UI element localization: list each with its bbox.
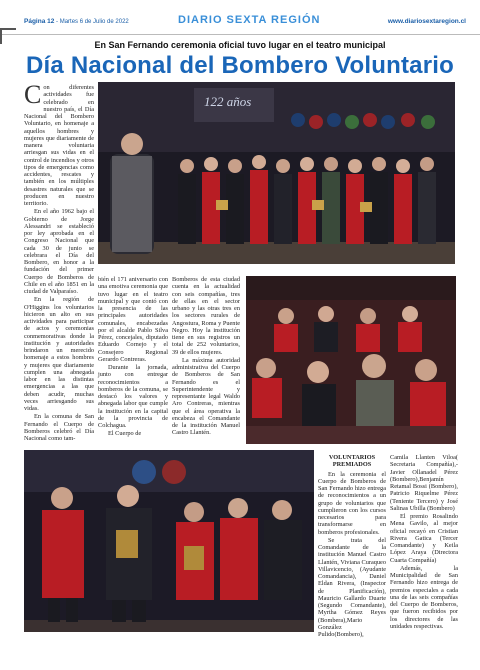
article-paragraph: La máxima autoridad administrativa del Cuerpo de Bomberos de San Fernando es el Superintendente y representante legal Waldo Aro Contreras, mientras que el área operativa la encabeza el Comandante de la institución Manuel Castro Llantén. [172,356,240,437]
newspaper-website[interactable]: www.diariosextaregion.cl [387,18,466,25]
drop-cap: C [24,80,42,109]
article-paragraph: En la región de O'Higgins los voluntarios hicieron un alto en sus actividades para participar de actos y ceremonias conmemorativas donde la institución y autoridades brindaron un merecido homenaje a estos hombres y mujeres que diariamente cumplen una abnegada labor en las distintas emergencias a las que deben acudir, muchas veces arriesgando sus vidas. [24,296,94,412]
photo-award-recipients [24,450,314,632]
article-paragraph: Se trata del Comandante de la institución Manuel Castro Llantén, Viviana Curaqueo Villavicencio, (Ayudante Comandancia), Daniel Eldan Rivera, (Inspector de Planificación), Mauricio Gallardo Duarte (Segundo Comandante), Myrtha Gómez Reyes (Bombera),Mario González Pulido(Bombero), [318,536,386,638]
article-paragraph: Con diferentes actividades fue celebrado en nuestro país, el Día Nacional del Bombero Voluntario, en homenaje a aquellos hombres y mujeres que diariamente de manera voluntaria arriesgan sus vidas en el control de incendios y otros tipos de emergencias como accidentes, rescates y también en los múltiples desastres naturales que se producen en nuestro territorio. [24,80,94,207]
article-column-4 [318,454,386,639]
article-paragraph: Además, la Municipalidad de San Fernando hizo entrega de premios especiales a cada una de las seis compañías del Cuerpo de Bomberos, que fueron recibidos por los directores de las unidades respectivas. [390,564,458,630]
page-header [0,0,480,35]
article-column-2 [98,276,168,439]
article-column-3 [172,276,240,438]
article-paragraph: Camila Llanten Viloa( Secretaria Compañía),- Javier Ollanadel Pérez (Bombero),Benjamín Retamal Bossi (Bombero), Patricio Riquelme Pérez (Teniente Tercero) y José Salinas Ubilla (Bombero) [390,454,458,512]
article-column-1 [24,80,94,443]
page-date-label [24,18,129,25]
article-column-5 [390,454,458,631]
article-kicker: En San Fernando ceremonia oficial tuvo lugar en el teatro municipal [94,40,386,50]
page-number: Página 12 [24,18,55,25]
section-subheading: VOLUNTARIOS PREMIADOS [328,454,376,469]
article-paragraph: El premio Rosalindo Mena Gavilo, al mejor oficial recayó en Cristian Rivera Gatica (Tercer Comandante) y Keila López Araya (Directora Cuarta Compañía) [390,513,458,564]
article-paragraph: En la comuna de San Fernando el Cuerpo de Bomberos celebró el Día Nacional como tam- [24,413,94,442]
article-paragraph: Durante la jornada, junto con entregar reconocimientos a bomberos de la comuna, se destacó los valores y abnegada labor que cumple la institución en la capital de la provincia de Colchagua. [98,364,168,429]
article-paragraph: Bomberos de esta ciudad cuenta en la actualidad con seis compañías, tres de ellas en el sector urbano y las otras tres en los sectores rurales de Angostura, Roma y Puente Negro. Hoy la institución tiene en sus registros un total de 252 voluntarios, 39 de ellos mujeres. [172,276,240,356]
banner-122-text: 122 años [204,94,252,109]
article-paragraph: En el año 1962 bajo el Gobierno de Jorge Alessandri se estableció por ley aprobada en el Congreso Nacional que cada 30 de junio se celebrara el Día del Bombero, en honor a la fundación del primer Cuerpo de Bomberos de Chile en el año 1851 en la ciudad de Valparaíso. [24,208,94,295]
article-paragraph: En la ceremonia el Cuerpo de Bomberos de San Fernando hizo entrega de reconocimientos a un grupo de voluntarios que cumplieron con los cursos necesarios para transformarse en bomberos profesionales. [318,470,386,536]
newspaper-name: DIARIO SEXTA REGIÓN [178,14,321,26]
photo-seated-audience [246,276,456,444]
publication-date: - Martes 6 de Julio de 2022 [56,19,129,25]
article-paragraph: El Cuerpo de [108,430,142,438]
photo-stage-ceremony [98,82,455,264]
article-paragraph: bién el 171 aniversario con una emotiva ceremonia que tuvo lugar en el teatro municipal y que contó con la presencia de las principales autoridades comunales, encabezadas por el alcalde Pablo Silva Pérez, concejales, diputado Eduardo Cornejo y el Consejero Regional Gerardo Contreras. [98,276,168,363]
article-title: Día Nacional del Bombero Voluntario [26,52,454,79]
